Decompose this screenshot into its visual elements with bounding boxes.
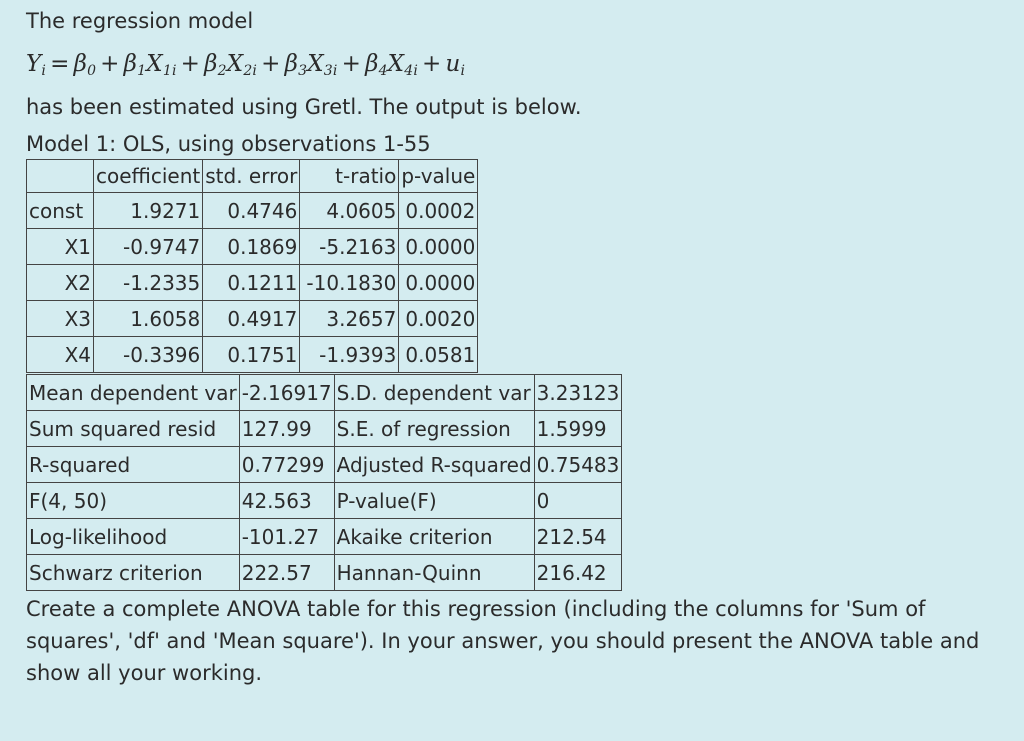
model-statistics-table <box>26 374 622 591</box>
coef-p-value-cell: 0.0002 <box>399 193 478 229</box>
table-row <box>27 447 622 483</box>
question-content <box>26 6 1006 689</box>
stat-label-cell: P-value(F) <box>334 483 534 519</box>
coef-coefficient-cell: 1.6058 <box>94 301 203 337</box>
equation-term-1: $\beta_1X_{1i}$ <box>123 51 177 79</box>
stat-value-cell: 127.99 <box>239 411 334 447</box>
coef-p-value-cell: 0.0000 <box>399 265 478 301</box>
coef-header-row <box>27 160 478 193</box>
stat-value-cell: 0 <box>534 483 622 519</box>
coef-t-ratio-cell: 3.2657 <box>300 301 399 337</box>
table-row <box>27 483 622 519</box>
coef-header-p-value: p-value <box>399 160 478 193</box>
equation-lhs: $Y_i$ <box>26 51 47 79</box>
coef-std-error-cell: 0.1211 <box>203 265 300 301</box>
coef-t-ratio-cell: -10.1830 <box>300 265 399 301</box>
table-row <box>27 337 478 373</box>
coef-p-value-cell: 0.0000 <box>399 229 478 265</box>
coef-coefficient-cell: -1.2335 <box>94 265 203 301</box>
stat-value-cell: -101.27 <box>239 519 334 555</box>
coef-std-error-cell: 0.4917 <box>203 301 300 337</box>
question-text: Create a complete ANOVA table for this regression (including the columns for 'Sum of squares', 'df' and 'Mean square'). In your answer, you should present the ANOVA table and show all your working. <box>26 597 980 685</box>
stat-label-cell: Hannan-Quinn <box>334 555 534 591</box>
intro-text: The regression model <box>26 9 254 33</box>
stat-value-cell: -2.16917 <box>239 375 334 411</box>
coef-var-cell: X3 <box>27 301 94 337</box>
stat-value-cell: 212.54 <box>534 519 622 555</box>
table-row <box>27 375 622 411</box>
stat-label-cell: R-squared <box>27 447 240 483</box>
equation-term-0: $\beta_0$ <box>73 51 97 79</box>
table-row <box>27 411 622 447</box>
coef-var-cell: X2 <box>27 265 94 301</box>
stat-value-cell: 216.42 <box>534 555 622 591</box>
coef-std-error-cell: 0.1751 <box>203 337 300 373</box>
coef-coefficient-cell: -0.3396 <box>94 337 203 373</box>
coef-t-ratio-cell: -1.9393 <box>300 337 399 373</box>
coef-t-ratio-cell: 4.0605 <box>300 193 399 229</box>
coef-var-cell: X1 <box>27 229 94 265</box>
table-row <box>27 519 622 555</box>
table-row <box>27 265 478 301</box>
coef-coefficient-cell: 1.9271 <box>94 193 203 229</box>
coef-p-value-cell: 0.0581 <box>399 337 478 373</box>
equation-error: $u_i$ <box>445 51 466 79</box>
coef-header-coefficient: coefficient <box>94 160 203 193</box>
stat-value-cell: 222.57 <box>239 555 334 591</box>
equation-term-2: $\beta_2X_{2i}$ <box>204 51 258 79</box>
stat-value-cell: 0.75483 <box>534 447 622 483</box>
model-title: Model 1: OLS, using observations 1-55 <box>26 132 431 156</box>
coef-header-std-error: std. error <box>203 160 300 193</box>
stat-label-cell: Mean dependent var <box>27 375 240 411</box>
coef-p-value-cell: 0.0020 <box>399 301 478 337</box>
coef-std-error-cell: 0.1869 <box>203 229 300 265</box>
stat-label-cell: F(4, 50) <box>27 483 240 519</box>
coef-var-cell: X4 <box>27 337 94 373</box>
coef-header-var <box>27 160 94 193</box>
equation-term-4: $\beta_4X_{4i}$ <box>365 51 419 79</box>
stat-label-cell: S.D. dependent var <box>334 375 534 411</box>
stat-label-cell: Akaike criterion <box>334 519 534 555</box>
stat-label-cell: Log-likelihood <box>27 519 240 555</box>
stat-value-cell: 0.77299 <box>239 447 334 483</box>
output-sentence: has been estimated using Gretl. The output is below. <box>26 95 582 119</box>
stat-value-cell: 42.563 <box>239 483 334 519</box>
coef-header-t-ratio: t-ratio <box>300 160 399 193</box>
coef-coefficient-cell: -0.9747 <box>94 229 203 265</box>
stat-value-cell: 1.5999 <box>534 411 622 447</box>
table-row <box>27 229 478 265</box>
regression-equation: $Y_i = \beta_0 + \beta_1X_{1i} + \beta_2X_{2i} + \beta_3X_{3i} + \beta_4X_{4i} + u_i$ <box>26 51 466 79</box>
table-row <box>27 301 478 337</box>
stat-label-cell: Sum squared resid <box>27 411 240 447</box>
stat-label-cell: S.E. of regression <box>334 411 534 447</box>
table-row <box>27 555 622 591</box>
coef-var-cell: const <box>27 193 94 229</box>
coefficient-table <box>26 159 478 373</box>
stat-label-cell: Adjusted R-squared <box>334 447 534 483</box>
coef-std-error-cell: 0.4746 <box>203 193 300 229</box>
table-row <box>27 193 478 229</box>
coef-t-ratio-cell: -5.2163 <box>300 229 399 265</box>
equation-term-3: $\beta_3X_{3i}$ <box>284 51 338 79</box>
stat-label-cell: Schwarz criterion <box>27 555 240 591</box>
stat-value-cell: 3.23123 <box>534 375 622 411</box>
